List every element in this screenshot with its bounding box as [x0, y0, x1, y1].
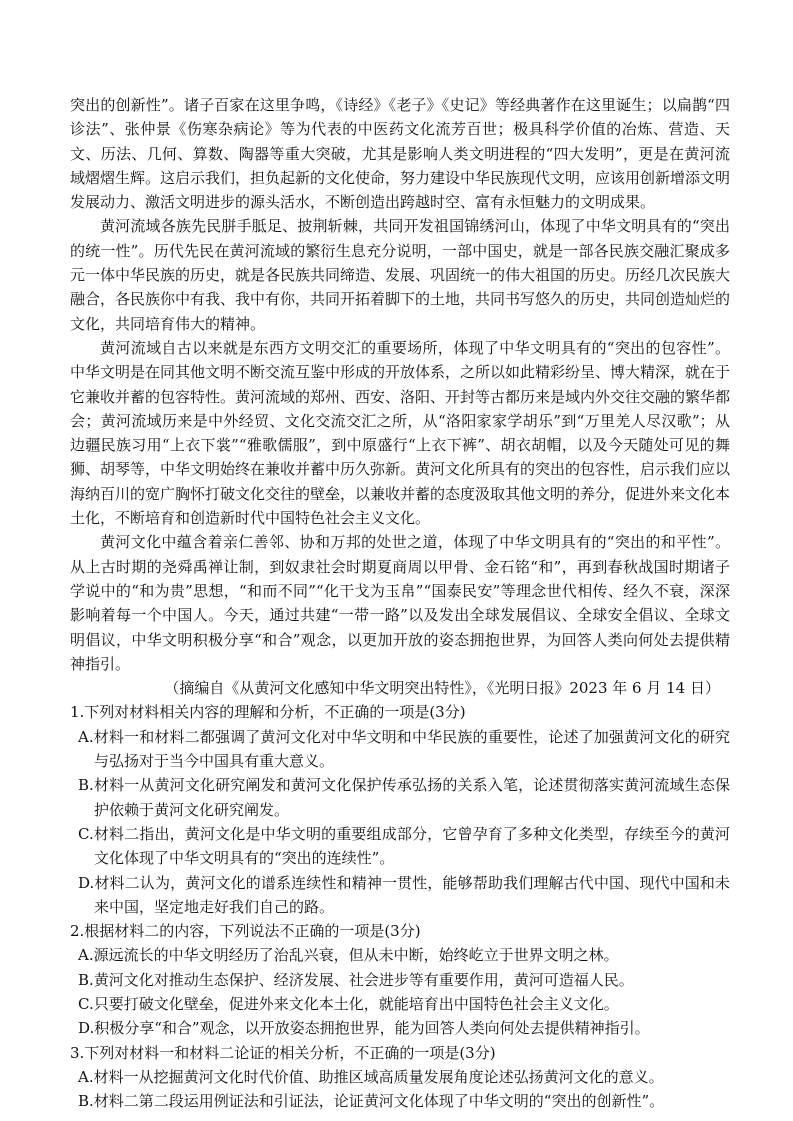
question-stem: 1.下列对材料相关内容的理解和分析，不正确的一项是(3分) [70, 703, 466, 722]
option-b: B.材料一从黄河文化研究阐发和黄河文化保护传承弘扬的关系入笔，论述贯彻落实黄河流域生态保护依赖于黄河文化研究阐发。 [78, 776, 730, 819]
option-c: C.材料二指出，黄河文化是中华文明的重要组成部分，它曾孕育了多种文化类型，存续至今的黄河文化体现了中华文明具有的“突出的连续性”。 [78, 824, 730, 868]
option-a: A.材料一和材料二都强调了黄河文化对中华文明和中华民族的重要性，论述了加强黄河文化的研究与弘扬对于当今中国具有重大意义。 [78, 727, 730, 771]
option-b: B.材料二第二段运用例证法和引证法，论证黄河文化体现了中华文明的“突出的创新性”。 [78, 1092, 665, 1111]
option-d: D.材料二认为，黄河文化的谱系连续性和精神一贯性，能够帮助我们理解古代中国、现代中国和未来中国，坚定地走好我们自己的路。 [78, 873, 730, 916]
passage-source: （摘编自《从黄河文化感知中华文明突出特性》，《光明日报》2023 年 6 月 14 日） [164, 679, 720, 698]
option-b: B.黄河文化对推动生态保护、经济发展、社会进步等有重要作用，黄河可造福人民。 [78, 970, 634, 989]
option-a: A.材料一从挖掘黄河文化时代价值、助推区域高质量发展角度论述弘扬黄河文化的意义。 [78, 1067, 664, 1086]
passage-paragraph: 黄河流域各族先民胼手胝足、披荆斩棘，共同开发祖国锦绣河山，体现了中华文明具有的“突出的统一性”。历代先民在黄河流域的繁衍生息充分说明，一部中国史，就是一部各民族交融汇聚成多元一体中华民族的历史，就是各民族共同缔造、发展、巩固统一的伟大祖国的历史。历经几次民族大融合，各民族你中有我、我中有你，共同开拓着脚下的土地，共同书写悠久的历史，共同创造灿烂的文化，共同培育伟大的精神。 [70, 217, 731, 333]
exam-page [70, 93, 730, 1113]
question-2 [70, 919, 730, 1040]
question-stem: 2.根据材料二的内容，下列说法不正确的一项是(3分) [70, 922, 421, 941]
option-c: C.只要打破文化壁垒，促进外来文化本土化，就能培育出中国特色社会主义文化。 [78, 994, 619, 1013]
reading-passage [70, 93, 730, 700]
passage-paragraph: 黄河流域自古以来就是东西方文明交汇的重要场所，体现了中华文明具有的“突出的包容性”。中华文明是在同其他文明不断交流互鉴中形成的开放体系，之所以如此精彩纷呈、博大精深，就在于它兼收并蓄的包容特性。黄河流域的郑州、西安、洛阳、开封等古都历来是域内外交往交融的繁华都会；黄河流域历来是中外经贸、文化交流交汇之所，从“洛阳家家学胡乐”到“万里羌人尽汉歌”；从边疆民族习用“上衣下裳”“雅歌儒服”，到中原盛行“上衣下裤”、胡衣胡帽，以及今天随处可见的舞狮、胡琴等，中华文明始终在兼收并蓄中历久弥新。黄河文化所具有的突出的包容性，启示我们应以海纳百川的宽广胸怀打破文化交往的壁垒，以兼收并蓄的态度汲取其他文明的养分，促进外来文化本土化，不断培育和创造新时代中国特色社会主义文化。 [70, 338, 731, 528]
question-1 [70, 700, 730, 919]
option-d: D.积极分享“和合”观念，以开放姿态拥抱世界，能为回答人类向何处去提供精神指引。 [78, 1019, 650, 1038]
question-3 [70, 1041, 730, 1114]
option-a: A.源远流长的中华文明经历了治乱兴衰，但从未中断，始终屹立于世界文明之林。 [78, 946, 619, 965]
question-stem: 3.下列对材料一和材料二论证的相关分析，不正确的一项是(3分) [70, 1043, 496, 1062]
passage-paragraph: 黄河文化中蕴含着亲仁善邻、协和万邦的处世之道，体现了中华文明具有的“突出的和平性”。从上古时期的尧舜禹禅让制，到奴隶社会时期夏商周以甲骨、金石铭“和”，再到春秋战国时期诸子学说中的“和为贵”思想，“和而不同”“化干戈为玉帛”“国泰民安”等理念世代相传、经久不衰，深深影响着每一个中国人。今天，通过共建“一带一路”以及发出全球发展倡议、全球安全倡议、全球文明倡议，中华文明积极分享“和合”观念，以更加开放的姿态拥抱世界，为回答人类向何处去提供精神指引。 [70, 533, 730, 673]
passage-paragraph: 突出的创新性”。诸子百家在这里争鸣，《诗经》《老子》《史记》等经典著作在这里诞生；以扁鹊“四诊法”、张仲景《伤寒杂病论》等为代表的中医药文化流芳百世；极具科学价值的冶炼、营造、天文、历法、几何、算数、陶器等重大突破，尤其是影响人类文明进程的“四大发明”，更是在黄河流域熠熠生辉。这启示我们，担负起新的文化使命，努力建设中华民族现代文明，应该用创新增添文明发展动力、激活文明进步的源头活水，不断创造出跨越时空、富有永恒魅力的文明成果。 [70, 96, 731, 212]
